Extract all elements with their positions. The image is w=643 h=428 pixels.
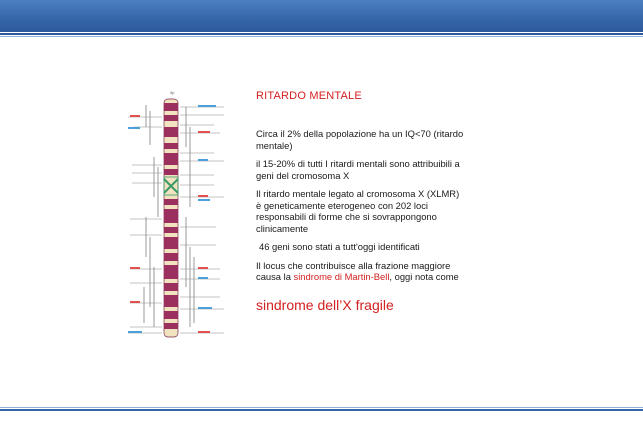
paragraph-locus [256,260,466,283]
left-annotation-lines [144,105,158,327]
fragile-x-syndrome: sindrome dell’X fragile [256,296,394,313]
chromosome-top-label: Xp [170,91,175,95]
paragraph-prevalence: Circa il 2% della popolazione ha un IQ<70 (ritardo mentale) [256,128,464,151]
chromosome-bands [164,103,178,329]
right-label-markers-blue [198,105,216,309]
paragraph-genes-identified: 46 geni sono stati a tutt'oggi identificati [259,241,420,252]
header-divider [0,33,643,35]
left-label-markers [130,115,140,303]
footer-divider-thin [0,407,643,408]
chromosome-x-ideogram [124,87,234,339]
right-annotation-lines [186,107,194,327]
paragraph-xlmr: Il ritardo mentale legato al cromosoma X (XLMR) è geneticamente eterogeneo con 202 loci responsabili di forme che si sovrappongono clinicamente [256,188,460,234]
locus-text-end: , oggi nota come [389,271,459,282]
header-divider-thin [0,36,643,37]
left-label-ticks [128,117,162,333]
paragraph-x-linked-fraction: il 15-20% di tutti I ritardi mentali sono attribuibili a geni del cromosoma X [256,158,460,181]
right-label-ticks [180,107,224,333]
right-label-markers [198,131,210,333]
footer-divider [0,409,643,411]
slide-title: RITARDO MENTALE [256,90,362,102]
locus-text-start: Il locus che contribuisce alla frazione maggiore causa la [256,259,451,282]
martin-bell-syndrome: sindrome di Martin-Bell [293,271,390,282]
slide-text [256,90,466,313]
header-bar [0,0,643,32]
